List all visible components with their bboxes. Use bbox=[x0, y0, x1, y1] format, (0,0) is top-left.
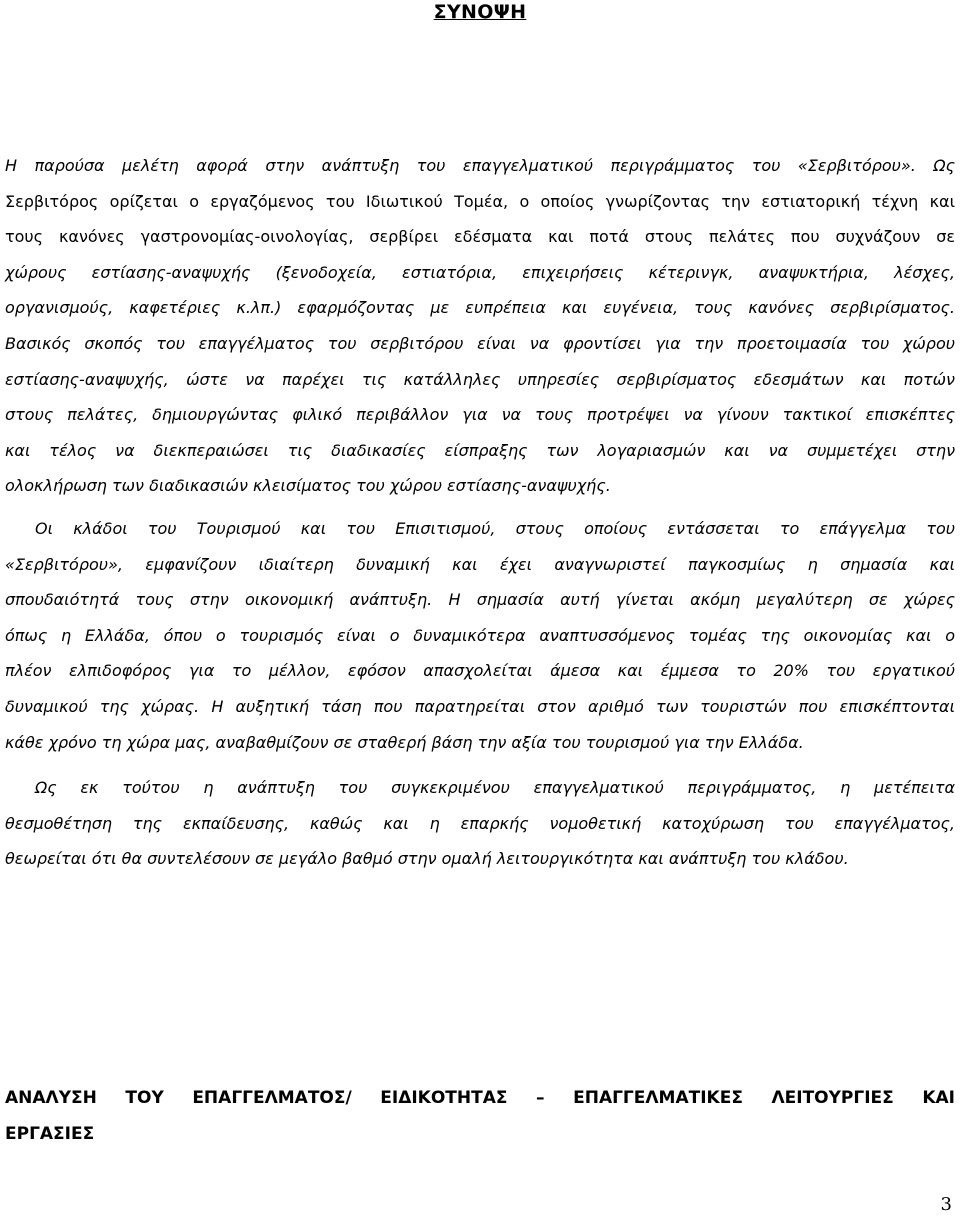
section-heading-line: ΑΝΑΛΥΣΗ ΤΟΥ ΕΠΑΓΓΕΛΜΑΤΟΣ/ ΕΙΔΙΚΟΤΗΤΑΣ – ΕΠΑΓΓΕΛΜΑΤΙΚΕΣ ΛΕΙΤΟΥΡΓΙΕΣ ΚΑΙ bbox=[5, 1088, 955, 1108]
paragraph-line: θεσμοθέτηση της εκπαίδευσης, καθώς και η επαρκής νομοθετική κατοχύρωση του επαγγέλματος, bbox=[5, 813, 955, 833]
section-heading-line: ΕΡΓΑΣΙΕΣ bbox=[5, 1124, 95, 1144]
paragraph-line: σπουδαιότητά τους στην οικονομική ανάπτυξη. Η σημασία αυτή γίνεται ακόμη μεγαλύτερη σε χώρες bbox=[5, 590, 955, 610]
summary-paragraph-2 bbox=[5, 511, 955, 760]
paragraph-line: θεωρείται ότι θα συντελέσουν σε μεγάλο βαθμό στην ομαλή λειτουργικότητα και ανάπτυξη του κλάδου. bbox=[5, 849, 849, 869]
paragraph-line: Ως εκ τούτου η ανάπτυξη του συγκεκριμένου επαγγελματικού περιγράμματος, η μετέπειτα bbox=[35, 778, 955, 797]
paragraph-line: τους κανόνες γαστρονομίας-οινολογίας, σερβίρει εδέσματα και ποτά στους πελάτες που συχνάζουν σε bbox=[5, 227, 955, 247]
section-heading bbox=[5, 1080, 955, 1152]
paragraph-line: και τέλος να διεκπεραιώσει τις διαδικασίες είσπραξης των λογαριασμών και να συμμετέχει στην bbox=[5, 440, 955, 460]
paragraph-line: Σερβιτόρος ορίζεται ο εργαζόμενος του Ιδιωτικού Τομέα, ο οποίος γνωρίζοντας την εστιατορική τέχνη και bbox=[5, 191, 955, 211]
paragraph-line: δυναμικού της χώρας. Η αυξητική τάση που παρατηρείται στον αριθμό των τουριστών που επισκέπτονται bbox=[5, 696, 955, 716]
paragraph-line: χώρους εστίασης-αναψυχής (ξενοδοχεία, εστιατόρια, επιχειρήσεις κέτερινγκ, αναψυκτήρια, λέσχες, bbox=[5, 262, 955, 282]
paragraph-line: πλέον ελπιδοφόρος για το μέλλον, εφόσον απασχολείται άμεσα και έμμεσα το 20% του εργατικού bbox=[5, 661, 955, 681]
page-title: ΣΥΝΟΨΗ bbox=[433, 1, 527, 23]
page-number: 3 bbox=[940, 1194, 952, 1215]
paragraph-line: «Σερβιτόρου», εμφανίζουν ιδιαίτερη δυναμική και έχει αναγνωριστεί παγκοσμίως η σημασία και bbox=[5, 554, 955, 574]
paragraph-line: Η παρούσα μελέτη αφορά στην ανάπτυξη του επαγγελματικού περιγράμματος του «Σερβιτόρου». Ως bbox=[5, 156, 955, 175]
paragraph-line: όπως η Ελλάδα, όπου ο τουρισμός είναι ο δυναμικότερα αναπτυσσόμενος τομέας της οικονομίας και ο bbox=[5, 625, 955, 645]
paragraph-line: ολοκλήρωση των διαδικασιών κλεισίματος του χώρου εστίασης-αναψυχής. bbox=[5, 476, 611, 496]
paragraph-line: Οι κλάδοι του Τουρισμού και του Επισιτισμού, στους οποίους εντάσσεται το επάγγελμα του bbox=[35, 519, 955, 538]
paragraph-line: εστίασης-αναψυχής, ώστε να παρέχει τις κατάλληλες υπηρεσίες σερβιρίσματος εδεσμάτων και ποτών bbox=[5, 369, 955, 389]
paragraph-line: στους πελάτες, δημιουργώντας φιλικό περιβάλλον για να τους προτρέψει να γίνουν τακτικοί επισκέπτες bbox=[5, 405, 955, 425]
summary-paragraph-1 bbox=[5, 148, 955, 504]
paragraph-line: Βασικός σκοπός του επαγγέλματος του σερβιτόρου είναι να φροντίσει για την προετοιμασία του χώρου bbox=[5, 333, 955, 353]
paragraph-line: κάθε χρόνο τη χώρα μας, αναβαθμίζουν σε σταθερή βάση την αξία του τουρισμού για την Ελλάδα. bbox=[5, 732, 804, 752]
summary-paragraph-3 bbox=[5, 770, 955, 877]
paragraph-line: οργανισμούς, καφετέριες κ.λπ.) εφαρμόζοντας με ευπρέπεια και ευγένεια, τους κανόνες σερβιρίσματος. bbox=[5, 298, 955, 318]
